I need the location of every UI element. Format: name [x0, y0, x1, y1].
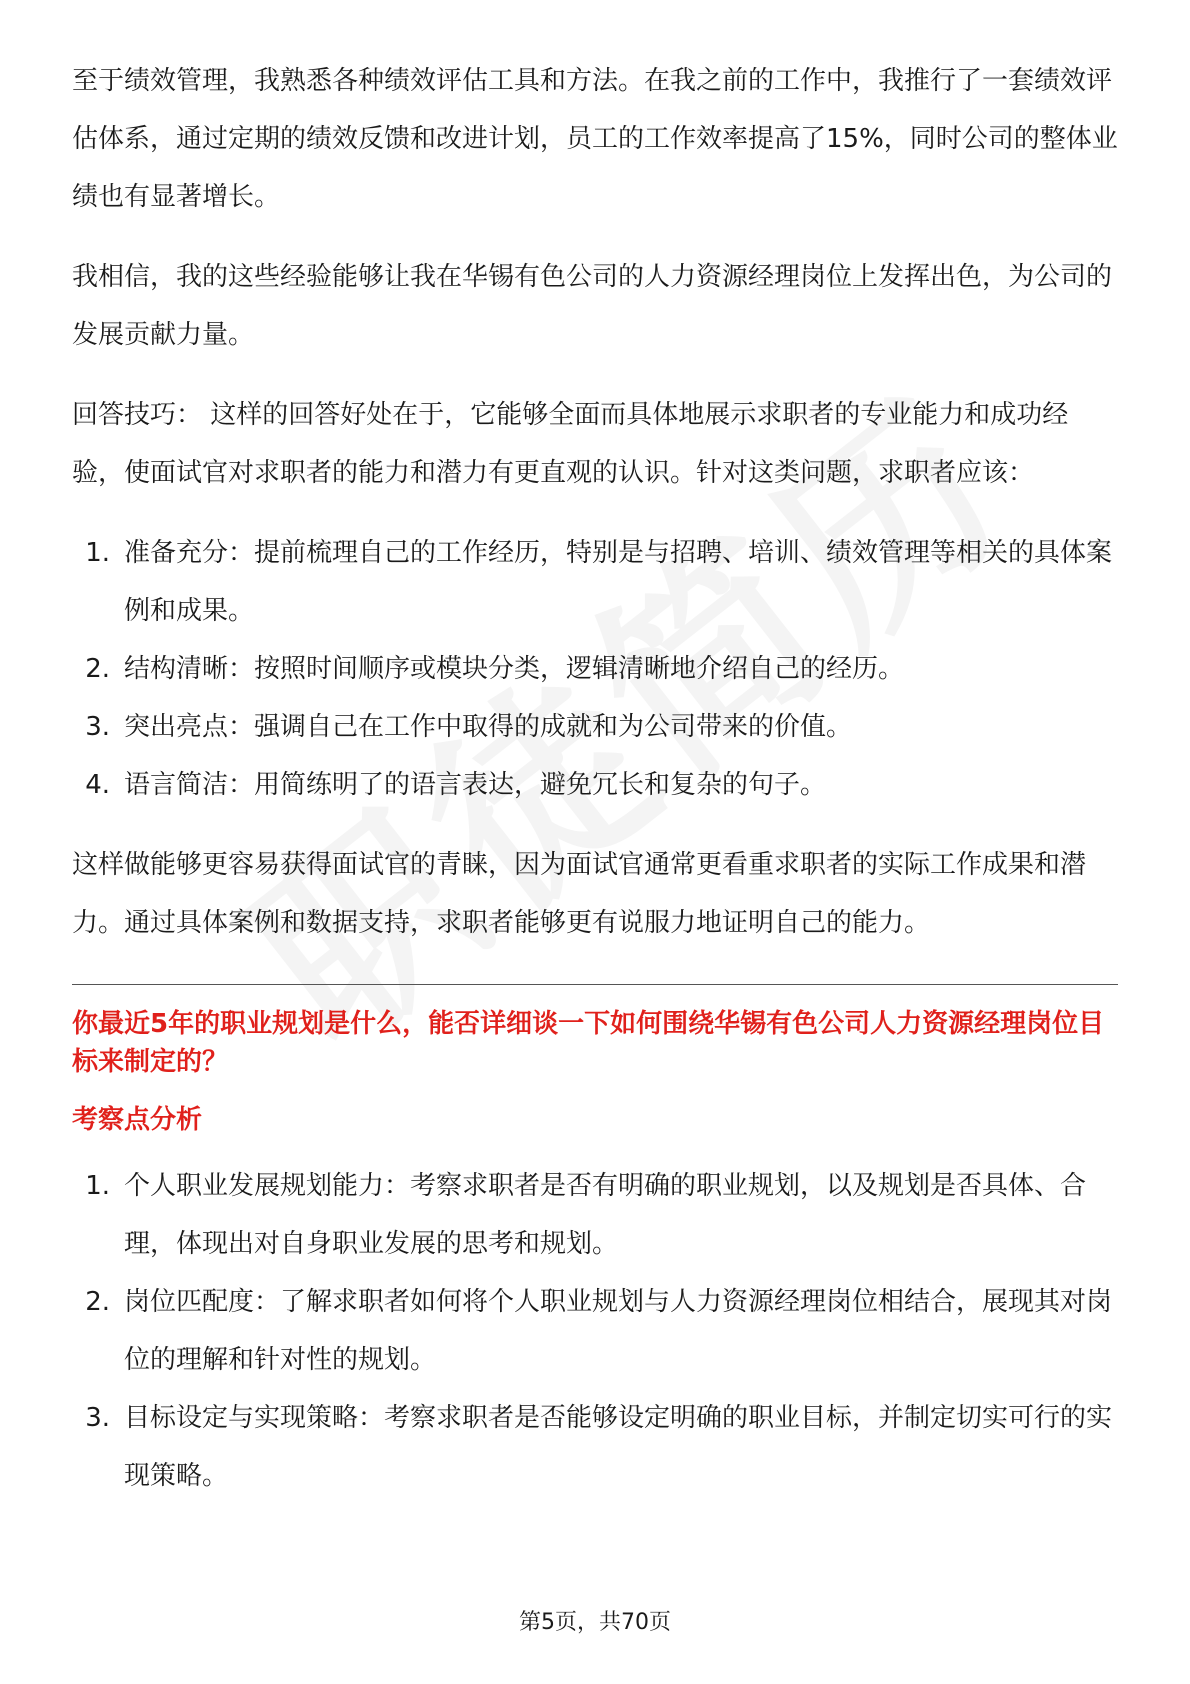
list-text: 突出亮点：强调自己在工作中取得的成就和为公司带来的价值。 [124, 712, 853, 742]
list-item [72, 524, 1118, 640]
list-item [72, 698, 1118, 756]
closing-paragraph: 这样做能够更容易获得面试官的青睐，因为面试官通常更看重求职者的实际工作成果和潜力。通过具体案例和数据支持，求职者能够更有说服力地证明自己的能力。 [72, 850, 1087, 938]
list-item [72, 1389, 1118, 1505]
analysis-heading: 考察点分析 [72, 1105, 203, 1135]
list-number: 1. [85, 1171, 110, 1201]
paragraph: 我相信，我的这些经验能够让我在华锡有色公司的人力资源经理岗位上发挥出色，为公司的发展贡献力量。 [72, 262, 1113, 350]
paragraph: 至于绩效管理，我熟悉各种绩效评估工具和方法。在我之前的工作中，我推行了一套绩效评估体系，通过定期的绩效反馈和改进计划，员工的工作效率提高了15%，同时公司的整体业绩也有显著增长。 [72, 66, 1118, 212]
list-text: 个人职业发展规划能力：考察求职者是否有明确的职业规划，以及规划是否具体、合理，体现出对自身职业发展的思考和规划。 [124, 1171, 1087, 1259]
list-number: 3. [85, 1403, 110, 1433]
page-footer: 第5页，共70页 [519, 1610, 671, 1635]
list-text: 目标设定与实现策略：考察求职者是否能够设定明确的职业目标，并制定切实可行的实现策略。 [124, 1403, 1113, 1491]
question-heading: 你最近5年的职业规划是什么，能否详细谈一下如何围绕华锡有色公司人力资源经理岗位目标来制定的？ [72, 1009, 1105, 1077]
analysis-list [72, 1157, 1118, 1505]
section-divider [72, 984, 1118, 985]
list-item [72, 640, 1118, 698]
list-item [72, 756, 1118, 814]
list-number: 1. [85, 538, 110, 568]
list-number: 3. [85, 712, 110, 742]
list-number: 2. [85, 1287, 110, 1317]
list-text: 语言简洁：用简练明了的语言表达，避免冗长和复杂的句子。 [124, 770, 827, 800]
list-text: 岗位匹配度：了解求职者如何将个人职业规划与人力资源经理岗位相结合，展现其对岗位的理解和针对性的规划。 [124, 1287, 1113, 1375]
list-number: 4. [85, 770, 110, 800]
document-body [72, 52, 1118, 1527]
tips-list [72, 524, 1118, 814]
list-text: 准备充分：提前梳理自己的工作经历，特别是与招聘、培训、绩效管理等相关的具体案例和成果。 [124, 538, 1113, 626]
paragraph: 回答技巧： 这样的回答好处在于，它能够全面而具体地展示求职者的专业能力和成功经验，使面试官对求职者的能力和潜力有更直观的认识。针对这类问题，求职者应该： [72, 400, 1069, 488]
list-item [72, 1157, 1118, 1273]
list-item [72, 1273, 1118, 1389]
list-number: 2. [85, 654, 110, 684]
list-text: 结构清晰：按照时间顺序或模块分类，逻辑清晰地介绍自己的经历。 [124, 654, 905, 684]
